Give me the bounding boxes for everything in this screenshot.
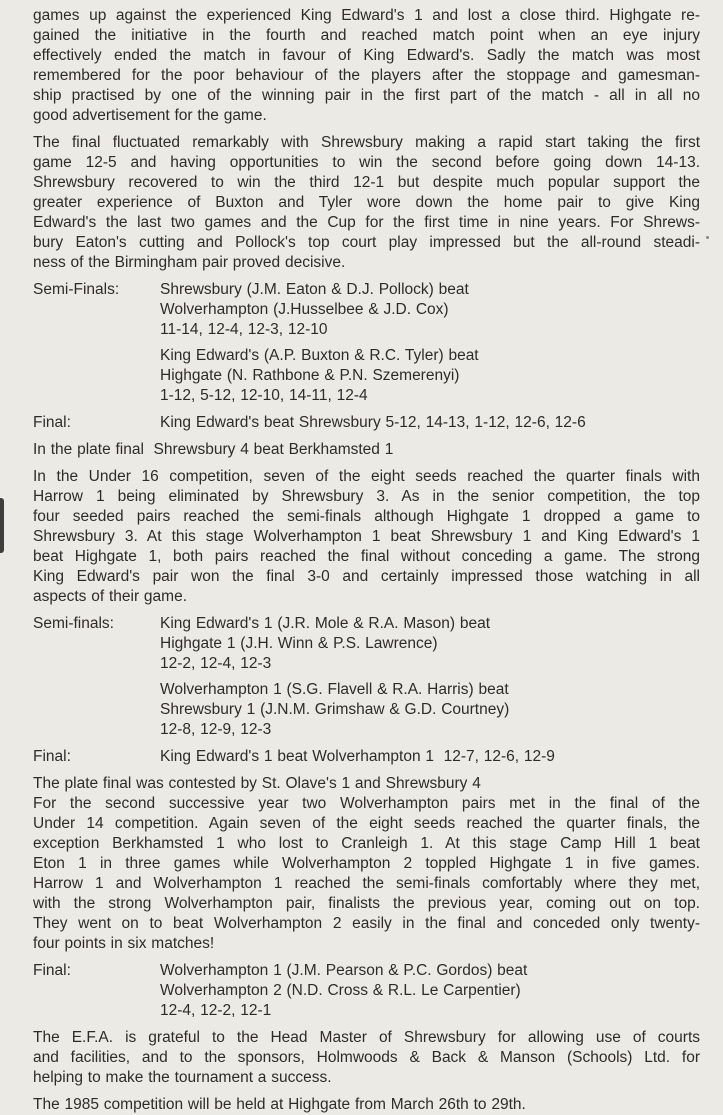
text-line: The E.F.A. is grateful to the Head Master of Shrewsbury for allowing use of courts — [33, 1029, 700, 1046]
text-line: four points in six matches! — [33, 935, 215, 952]
record-content — [160, 413, 700, 433]
text-line: Harrow 1 and Wolverhampton 1 reached the semi-finals comfortably where they met, — [33, 875, 700, 892]
text-line: ness of the Birmingham pair proved decisive. — [33, 254, 346, 271]
record-line: King Edward's 1 beat Wolverhampton 1 12-7, 12-6, 12-9 — [160, 748, 555, 765]
document-body — [33, 6, 700, 1115]
text-line: Edward's the last two games and the Cup for the first time in nine years. For Shrews- — [33, 214, 700, 231]
text-line: They went on to beat Wolverhampton 2 easily in the final and conceded only twenty- — [33, 915, 700, 932]
record-line: Wolverhampton (J.Husselbee & J.D. Cox) — [160, 301, 449, 318]
text-line: The 1985 competition will be held at Highgate from March 26th to 29th. — [33, 1096, 526, 1113]
record-line: Shrewsbury 1 (J.N.M. Grimshaw & G.D. Courtney) — [160, 701, 510, 718]
match-record — [33, 280, 700, 406]
text-line: remembered for the poor behaviour of the players after the stoppage and gamesman- — [33, 67, 700, 84]
record-line: King Edward's (A.P. Buxton & R.C. Tyler) beat — [160, 347, 479, 364]
record-line: 12-4, 12-2, 12-1 — [160, 1002, 272, 1019]
record-line: 12-2, 12-4, 12-3 — [160, 655, 272, 672]
text-line: Shrewsbury 3. At this stage Wolverhampton 1 beat Shrewsbury 1 and King Edward's 1 — [33, 528, 700, 545]
match-record — [33, 747, 700, 767]
match-group — [160, 280, 700, 340]
paragraph — [33, 1095, 700, 1115]
record-label: Final: — [33, 748, 71, 765]
record-content — [160, 614, 700, 740]
record-line: Wolverhampton 1 (J.M. Pearson & P.C. Gordos) beat — [160, 962, 528, 979]
text-line: ship practised by one of the winning pair in the first part of the match - all in all no — [33, 87, 700, 104]
match-group — [160, 680, 700, 740]
text-line: greater experience of Buxton and Tyler wore down the home pair to give King — [33, 194, 700, 211]
match-group — [160, 346, 700, 406]
text-line: game 12-5 and having opportunities to win the second before going down 14-13. — [33, 154, 700, 171]
text-line: Shrewsbury recovered to win the third 12-1 but despite much popular support the — [33, 174, 700, 191]
text-line: exception Berkhamsted 1 who lost to Cranleigh 1. At this stage Camp Hill 1 beat — [33, 835, 700, 852]
text-line: aspects of their game. — [33, 588, 187, 605]
paragraph — [33, 774, 700, 954]
record-line: Wolverhampton 2 (N.D. Cross & R.L. Le Carpentier) — [160, 982, 521, 999]
paragraph — [33, 440, 700, 460]
match-group — [160, 747, 700, 767]
match-record — [33, 961, 700, 1021]
paragraph — [33, 467, 700, 607]
text-line: For the second successive year two Wolverhampton pairs met in the final of the — [33, 795, 700, 812]
record-content — [160, 961, 700, 1021]
record-label: Final: — [33, 414, 71, 431]
text-line: In the plate final Shrewsbury 4 beat Berkhamsted 1 — [33, 441, 394, 458]
record-line: King Edward's 1 (J.R. Mole & R.A. Mason) beat — [160, 615, 491, 632]
paragraph — [33, 6, 700, 126]
text-line: effectively ended the match in favour of King Edward's. Sadly the match was most — [33, 47, 700, 64]
text-line: games up against the experienced King Edward's 1 and lost a close third. Highgate re- — [33, 7, 700, 24]
text-line: and facilities, and to the sponsors, Holmwoods & Back & Manson (Schools) Ltd. for — [33, 1049, 700, 1066]
record-line: Highgate (N. Rathbone & P.N. Szemerenyi) — [160, 367, 460, 384]
text-line: Under 14 competition. Again seven of the eight seeds reached the quarter finals, the — [33, 815, 700, 832]
text-line: The plate final was contested by St. Olave's 1 and Shrewsbury 4 — [33, 775, 481, 792]
match-record — [33, 413, 700, 433]
record-line: 11-14, 12-4, 12-3, 12-10 — [160, 321, 328, 338]
text-line: The final fluctuated remarkably with Shrewsbury making a rapid start taking the first — [33, 134, 700, 151]
text-line: good advertisement for the game. — [33, 107, 267, 124]
record-label: Semi-finals: — [33, 615, 114, 632]
paragraph — [33, 133, 700, 273]
record-line: Wolverhampton 1 (S.G. Flavell & R.A. Harris) beat — [160, 681, 509, 698]
record-content — [160, 747, 700, 767]
text-line: bury Eaton's cutting and Pollock's top court play impressed but the all-round steadi- — [33, 234, 700, 251]
record-line: King Edward's beat Shrewsbury 5-12, 14-13, 1-12, 12-6, 12-6 — [160, 414, 586, 431]
text-line: In the Under 16 competition, seven of the eight seeds reached the quarter finals with — [33, 468, 700, 485]
text-line: with the strong Wolverhampton pair, finalists the previous year, coming out on top. — [33, 895, 700, 912]
record-line: 1-12, 5-12, 12-10, 14-11, 12-4 — [160, 387, 368, 404]
paragraph — [33, 1028, 700, 1088]
match-group — [160, 413, 700, 433]
record-label: Final: — [33, 962, 71, 979]
text-line: four seeded pairs reached the semi-finals although Highgate 1 dropped a game to — [33, 508, 700, 525]
record-line: Highgate 1 (J.H. Winn & P.S. Lawrence) — [160, 635, 438, 652]
scan-edge-artifact — [0, 498, 4, 553]
match-record — [33, 614, 700, 740]
record-label: Semi-Finals: — [33, 281, 120, 298]
record-line: Shrewsbury (J.M. Eaton & D.J. Pollock) beat — [160, 281, 469, 298]
text-line: gained the initiative in the fourth and reached match point when an eye injury — [33, 27, 700, 44]
scan-speck — [706, 236, 709, 239]
record-line: 12-8, 12-9, 12-3 — [160, 721, 272, 738]
text-line: King Edward's pair won the final 3-0 and certainly impressed those watching in all — [33, 568, 700, 585]
match-group — [160, 614, 700, 674]
match-group — [160, 961, 700, 1021]
text-line: Eton 1 in three games while Wolverhampton 2 toppled Highgate 1 in five games. — [33, 855, 700, 872]
text-line: beat Highgate 1, both pairs reached the final without conceding a game. The strong — [33, 548, 700, 565]
text-line: Harrow 1 being eliminated by Shrewsbury 3. As in the senior competition, the top — [33, 488, 700, 505]
text-line: helping to make the tournament a success. — [33, 1069, 332, 1086]
record-content — [160, 280, 700, 406]
